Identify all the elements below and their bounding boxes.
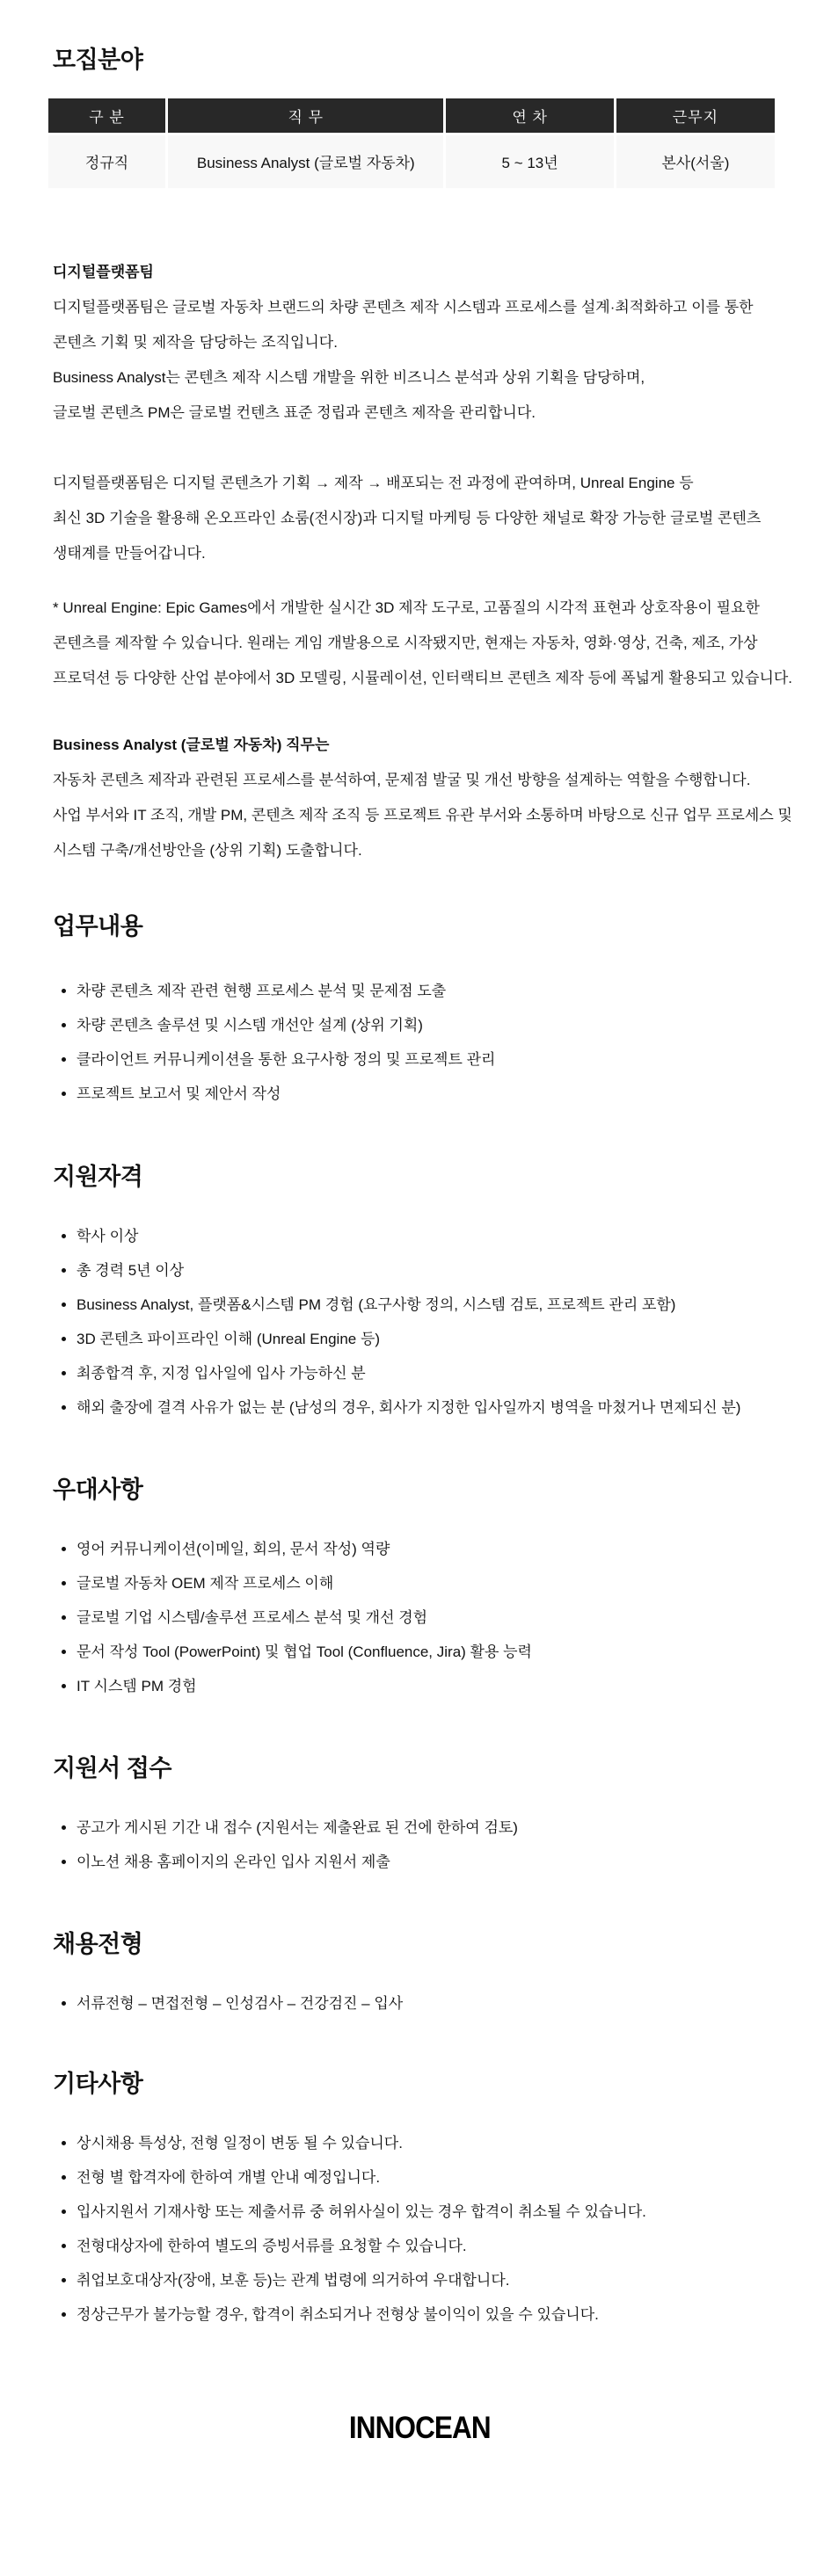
application-list xyxy=(53,1810,787,1879)
bullet-icon xyxy=(62,1615,66,1620)
list-item xyxy=(53,2297,787,2332)
table-header-years: 연 차 xyxy=(445,98,615,134)
bullet-text: IT 시스템 PM 경험 xyxy=(77,1678,197,1694)
list-item xyxy=(53,2126,787,2160)
bullet-icon xyxy=(62,1337,66,1341)
bullet-icon xyxy=(62,1057,66,1062)
section-title-preferred: 우대사항 xyxy=(53,1477,143,1503)
recruit-table xyxy=(48,98,775,188)
paragraph-line: 사업 부서와 IT 조직, 개발 PM, 콘텐츠 제작 조직 등 프로젝트 유관 부서와 소통하며 바탕으로 신규 업무 프로세스 및 xyxy=(53,807,792,824)
list-item xyxy=(53,1288,787,1322)
section-title-recruit-fields: 모집분야 xyxy=(53,47,143,73)
section-title-qualifications: 지원자격 xyxy=(53,1164,143,1190)
bullet-text: 학사 이상 xyxy=(77,1228,139,1244)
duties-section xyxy=(53,911,787,1111)
bullet-text: 문서 작성 Tool (PowerPoint) 및 협업 Tool (Confluence, Jira) 활용 능력 xyxy=(77,1644,532,1660)
etc-list xyxy=(53,2126,787,2332)
list-item xyxy=(53,2160,787,2195)
bullet-text: 입사지원서 기재사항 또는 제출서류 중 허위사실이 있는 경우 합격이 취소될 수 있습니다. xyxy=(77,2203,646,2220)
list-item xyxy=(53,1390,787,1425)
table-cell-location: 본사(서울) xyxy=(615,134,775,188)
bullet-icon xyxy=(62,2312,66,2317)
list-item xyxy=(53,1810,787,1845)
list-item xyxy=(53,1042,787,1077)
application-section xyxy=(53,1752,787,1879)
bullet-text: 총 경력 5년 이상 xyxy=(77,1262,185,1279)
table-header-category: 구 분 xyxy=(48,98,167,134)
list-item xyxy=(53,974,787,1008)
bullet-text: 상시채용 특성상, 전형 일정이 변동 될 수 있습니다. xyxy=(77,2135,403,2152)
bullet-icon xyxy=(62,1581,66,1586)
list-item xyxy=(53,2263,787,2297)
bullet-text: 프로젝트 보고서 및 제안서 작성 xyxy=(77,1085,281,1102)
bullet-text: 전형대상자에 한하여 별도의 증빙서류를 요청할 수 있습니다. xyxy=(77,2238,467,2254)
list-item xyxy=(53,1532,787,1566)
bullet-icon xyxy=(62,1092,66,1096)
team-intro-title: 디지털플랫폼팀 xyxy=(53,264,154,280)
list-item xyxy=(53,1219,787,1253)
preferred-section xyxy=(53,1474,787,1703)
list-item xyxy=(53,1845,787,1879)
bullet-text: 3D 콘텐츠 파이프라인 이해 (Unreal Engine 등) xyxy=(77,1331,381,1347)
paragraph-line: 콘텐츠 기획 및 제작을 담당하는 조직입니다. xyxy=(53,334,338,351)
recruit-table-row xyxy=(48,134,775,188)
bullet-text: 최종합격 후, 지정 입사일에 입사 가능하신 분 xyxy=(77,1365,366,1382)
bullet-icon xyxy=(62,1825,66,1830)
bullet-text: 글로벌 기업 시스템/솔루션 프로세스 분석 및 개선 경험 xyxy=(77,1609,428,1626)
paragraph-line: 프로덕션 등 다양한 산업 분야에서 3D 모델링, 시뮬레이션, 인터랙티브 콘텐츠 제작 등에 폭넓게 활용되고 있습니다. xyxy=(53,670,793,686)
team-intro-paragraph-2 xyxy=(53,466,787,571)
duties-list xyxy=(53,974,787,1111)
role-intro-title: Business Analyst (글로벌 자동차) 직무는 xyxy=(53,737,330,753)
bullet-icon xyxy=(62,1684,66,1688)
bullet-icon xyxy=(62,2278,66,2282)
paragraph-line: 콘텐츠를 제작할 수 있습니다. 원래는 게임 개발용으로 시작됐지만, 현재는 자동차, 영화·영상, 건축, 제조, 가상 xyxy=(53,635,758,651)
recruit-table-header-row xyxy=(48,98,775,134)
list-item xyxy=(53,1635,787,1669)
bullet-icon xyxy=(62,1860,66,1864)
bullet-icon xyxy=(62,2210,66,2214)
list-item xyxy=(53,2229,787,2263)
bullet-text: 차량 콘텐츠 솔루션 및 시스템 개선안 설계 (상위 기획) xyxy=(77,1017,423,1034)
bullet-icon xyxy=(62,1234,66,1238)
paragraph-line: 시스템 구축/개선방안을 (상위 기획) 도출합니다. xyxy=(53,842,362,859)
bullet-icon xyxy=(62,1268,66,1273)
bullet-icon xyxy=(62,1547,66,1551)
innocean-logo: INNOCEAN xyxy=(349,2411,491,2445)
bullet-text: 공고가 게시된 기간 내 접수 (지원서는 제출완료 된 건에 한하여 검토) xyxy=(77,1819,518,1836)
section-title-process: 채용전형 xyxy=(53,1931,143,1957)
paragraph-line: 글로벌 콘텐츠 PM은 글로벌 컨텐츠 표준 정립과 콘텐츠 제작을 관리합니다. xyxy=(53,404,536,421)
table-cell-job: Business Analyst (글로벌 자동차) xyxy=(167,134,445,188)
paragraph-line: 자동차 콘텐츠 제작과 관련된 프로세스를 분석하여, 문제점 발굴 및 개선 방향을 설계하는 역할을 수행합니다. xyxy=(53,772,751,788)
paragraph-line: 디지털플랫폼팀은 글로벌 자동차 브랜드의 차량 콘텐츠 제작 시스템과 프로세스를 설계·최적화하고 이를 통한 xyxy=(53,299,754,316)
paragraph-line: * Unreal Engine: Epic Games에서 개발한 실시간 3D 제작 도구로, 고품질의 시각적 표현과 상호작용이 필요한 xyxy=(53,599,760,616)
unreal-engine-note xyxy=(53,591,793,696)
list-item xyxy=(53,1077,787,1111)
section-title-duties: 업무내용 xyxy=(53,913,143,940)
table-header-location: 근무지 xyxy=(615,98,775,134)
table-cell-employment-type: 정규직 xyxy=(48,134,167,188)
role-intro-paragraph xyxy=(53,728,792,868)
preferred-list xyxy=(53,1532,787,1703)
section-title-etc: 기타사항 xyxy=(53,2071,143,2097)
list-item xyxy=(53,1008,787,1042)
bullet-text: Business Analyst, 플랫폼&시스템 PM 경험 (요구사항 정의, 시스템 검토, 프로젝트 관리 포함) xyxy=(77,1296,676,1313)
bullet-icon xyxy=(62,1371,66,1375)
table-header-job: 직 무 xyxy=(167,98,445,134)
bullet-icon xyxy=(62,989,66,993)
process-section xyxy=(53,1928,787,2021)
bullet-text: 전형 별 합격자에 한하여 개별 안내 예정입니다. xyxy=(77,2169,381,2186)
bullet-text: 해외 출장에 결격 사유가 없는 분 (남성의 경우, 회사가 지정한 입사일까지 병역을 마쳤거나 면제되신 분) xyxy=(77,1399,741,1416)
footer xyxy=(53,2409,787,2448)
qualifications-list xyxy=(53,1219,787,1425)
section-title-application: 지원서 접수 xyxy=(53,1755,171,1781)
bullet-icon xyxy=(62,1303,66,1307)
list-item xyxy=(53,1356,787,1390)
team-intro-section xyxy=(53,255,793,868)
bullet-text: 클라이언트 커뮤니케이션을 통한 요구사항 정의 및 프로젝트 관리 xyxy=(77,1051,496,1068)
bullet-text: 영어 커뮤니케이션(이메일, 회의, 문서 작성) 역량 xyxy=(77,1541,390,1557)
bullet-text: 서류전형 – 면접전형 – 인성검사 – 건강검진 – 입사 xyxy=(77,1995,404,2012)
bullet-text: 글로벌 자동차 OEM 제작 프로세스 이해 xyxy=(77,1575,334,1592)
process-list xyxy=(53,1986,787,2021)
paragraph-line: Business Analyst는 콘텐츠 제작 시스템 개발을 위한 비즈니스 분석과 상위 기획을 담당하며, xyxy=(53,369,645,386)
bullet-icon xyxy=(62,1405,66,1410)
qualifications-section xyxy=(53,1161,787,1425)
bullet-icon xyxy=(62,2001,66,2006)
bullet-text: 취업보호대상자(장애, 보훈 등)는 관계 법령에 의거하여 우대합니다. xyxy=(77,2272,510,2289)
list-item xyxy=(53,1669,787,1703)
bullet-icon xyxy=(62,1650,66,1654)
table-cell-years: 5 ~ 13년 xyxy=(445,134,615,188)
bullet-text: 정상근무가 불가능할 경우, 합격이 취소되거나 전형상 불이익이 있을 수 있습니다. xyxy=(77,2306,599,2323)
list-item xyxy=(53,1322,787,1356)
paragraph-line: 최신 3D 기술을 활용해 온오프라인 쇼룸(전시장)과 디지털 마케팅 등 다양한 채널로 확장 가능한 글로벌 콘텐츠 xyxy=(53,510,762,526)
bullet-icon xyxy=(62,2175,66,2180)
list-item xyxy=(53,2195,787,2229)
list-item xyxy=(53,1566,787,1600)
bullet-text: 차량 콘텐츠 제작 관련 현행 프로세스 분석 및 문제점 도출 xyxy=(77,983,447,999)
list-item xyxy=(53,1986,787,2021)
bullet-text: 이노션 채용 홈페이지의 온라인 입사 지원서 제출 xyxy=(77,1854,390,1870)
paragraph-line: 생태계를 만들어갑니다. xyxy=(53,545,206,562)
paragraph-line: 디지털플랫폼팀은 디지털 콘텐츠가 기획 → 제작 → 배포되는 전 과정에 관여하며, Unreal Engine 등 xyxy=(53,475,694,491)
etc-section xyxy=(53,2068,787,2332)
bullet-icon xyxy=(62,2141,66,2145)
list-item xyxy=(53,1600,787,1635)
bullet-icon xyxy=(62,2244,66,2248)
list-item xyxy=(53,1253,787,1288)
bullet-icon xyxy=(62,1023,66,1027)
